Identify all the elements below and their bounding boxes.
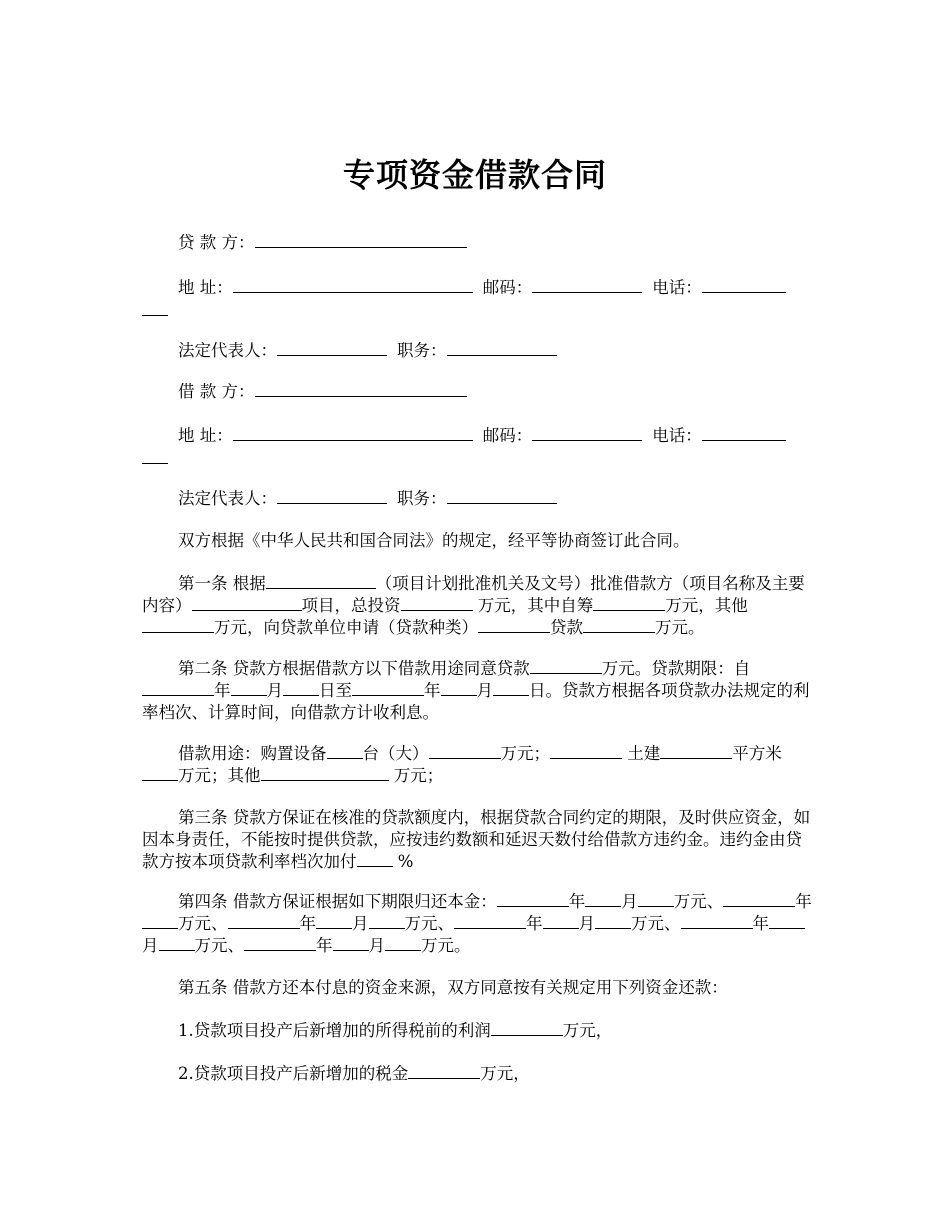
end-month-field[interactable] <box>441 680 477 696</box>
repayment-source-1 <box>178 1020 612 1042</box>
usage-text-a: 借款用途：购置设备 <box>178 744 327 763</box>
project-name-field[interactable] <box>192 595 302 611</box>
article1-text-a: 第一条 根据 <box>178 574 266 593</box>
year-label: 年 <box>316 936 333 955</box>
repay5-month-field[interactable] <box>769 913 805 929</box>
lender-phone-label: 电话： <box>652 278 702 297</box>
borrower-address-field[interactable] <box>233 425 473 441</box>
lender-name-line <box>178 232 467 254</box>
article-5: 第五条 借款方还本付息的资金来源，双方同意按有关规定用下列资金还款： <box>178 978 728 997</box>
lender-label: 贷 款 方： <box>178 233 255 252</box>
usage-text-d: 土建 <box>622 744 661 763</box>
wan-label: 万元、 <box>178 914 228 933</box>
end-label: 万元。 <box>421 936 471 955</box>
wan-label: 万元、 <box>404 914 454 933</box>
tax-amount-field[interactable] <box>408 1063 480 1079</box>
lender-phone-continuation <box>142 300 168 322</box>
other-funds-field[interactable] <box>142 617 214 633</box>
month-label: 月 <box>142 936 159 955</box>
article1-text-c: 项目，总投资 <box>301 596 401 615</box>
repay5-amount-field[interactable] <box>159 935 195 951</box>
article1-text-e: 万元，其他 <box>665 596 748 615</box>
usage-blank-field[interactable] <box>550 743 622 759</box>
wan-label: 万元、 <box>194 936 244 955</box>
lender-postcode-field[interactable] <box>532 277 642 293</box>
year-label: 年 <box>526 914 543 933</box>
article4-text-a: 第四条 借款方保证根据如下期限归还本金： <box>178 892 497 911</box>
borrower-address-label: 地 址： <box>178 426 233 445</box>
article2-text-c: 年 <box>214 681 231 700</box>
loan-usage <box>142 743 814 787</box>
item1-text-b: 万元， <box>562 1021 613 1040</box>
article3-text-b: % <box>392 852 414 871</box>
wan-label: 万元、 <box>673 892 724 911</box>
article1-text-f: 万元，向贷款单位申请（贷款种类） <box>214 618 478 637</box>
document-title: 专项资金借款合同 <box>342 156 607 194</box>
lender-rep-label: 法定代表人： <box>178 341 277 360</box>
intro-paragraph: 双方根据《中华人民共和国合同法》的规定，经平等协商签订此合同。 <box>178 531 690 550</box>
construction-area-field[interactable] <box>660 743 732 759</box>
start-day-field[interactable] <box>283 680 319 696</box>
repay4-year-field[interactable] <box>454 913 526 929</box>
article1-text-h: 万元。 <box>655 618 705 637</box>
year-label: 年 <box>568 892 586 911</box>
profit-amount-field[interactable] <box>491 1020 563 1036</box>
month-label: 月 <box>352 914 369 933</box>
borrower-postcode-label: 邮码： <box>482 426 533 445</box>
repay6-month-field[interactable] <box>333 935 369 951</box>
end-year-field[interactable] <box>352 680 424 696</box>
start-month-field[interactable] <box>231 680 267 696</box>
lender-position-field[interactable] <box>447 340 557 356</box>
borrower-name-line <box>178 381 467 403</box>
lender-phone-field-cont[interactable] <box>142 300 168 316</box>
wan-label: 万元、 <box>631 914 681 933</box>
borrower-rep-field[interactable] <box>277 488 387 504</box>
loan-type-field[interactable] <box>478 617 550 633</box>
approval-doc-field[interactable] <box>266 573 376 589</box>
article-1 <box>142 573 814 639</box>
repay3-amount-field[interactable] <box>369 913 405 929</box>
borrower-rep-label: 法定代表人： <box>178 489 277 508</box>
repay4-amount-field[interactable] <box>595 913 631 929</box>
borrower-label: 借 款 方： <box>178 382 255 401</box>
article-3 <box>142 807 814 873</box>
lender-rep-field[interactable] <box>277 340 387 356</box>
end-day-field[interactable] <box>493 680 529 696</box>
repay2-month-field[interactable] <box>142 913 178 929</box>
repay1-year-field[interactable] <box>497 891 569 907</box>
usage-text-f: 万元；其他 <box>178 766 261 785</box>
article2-text-h: 日。贷款方根据各项贷款办法规定的利率档次、计算时间，向借款方计收利息。 <box>142 681 810 722</box>
repay3-year-field[interactable] <box>228 913 300 929</box>
self-raised-field[interactable] <box>593 595 665 611</box>
article2-text-f: 年 <box>424 681 441 700</box>
lender-phone-field[interactable] <box>702 277 786 293</box>
lender-address-label: 地 址： <box>178 278 233 297</box>
year-label: 年 <box>795 892 812 911</box>
article2-text-d: 月 <box>266 681 283 700</box>
article2-text-g: 月 <box>476 681 493 700</box>
borrower-phone-field[interactable] <box>702 425 786 441</box>
usage-text-e: 平方米 <box>732 744 782 763</box>
borrower-rep-line <box>178 488 557 510</box>
lender-name-field[interactable] <box>255 232 467 248</box>
penalty-rate-field[interactable] <box>357 851 393 867</box>
borrower-postcode-field[interactable] <box>532 425 642 441</box>
borrower-name-field[interactable] <box>255 381 467 397</box>
article1-text-d: 万元，其中自筹 <box>472 596 594 615</box>
article1-text-g: 贷款 <box>550 618 583 637</box>
borrower-address-line <box>178 425 786 447</box>
item2-text-a: 2.贷款项目投产后新增加的税金 <box>178 1064 409 1083</box>
usage-text-b: 台（大） <box>362 744 429 763</box>
usage-text-c: 万元； <box>500 744 550 763</box>
agreed-loan-field[interactable] <box>530 658 602 674</box>
borrower-position-label: 职务： <box>397 489 447 508</box>
article-2 <box>142 658 814 724</box>
year-label: 年 <box>299 914 316 933</box>
article-4 <box>142 891 814 957</box>
borrower-phone-continuation <box>142 448 168 470</box>
month-label: 月 <box>578 914 595 933</box>
article3-text-a: 第三条 贷款方保证在核准的贷款额度内，根据贷款合同约定的期限，及时供应资金，如因本身责任，不能按时提供贷款，应按违约数额和延迟天数付给借款方违约金。违约金由贷款方按本项贷款利率档次加付 <box>142 808 811 871</box>
lender-position-label: 职务： <box>397 341 447 360</box>
article2-text-a: 第二条 贷款方根据借款方以下借款用途同意贷款 <box>178 659 530 678</box>
usage-text-g: 万元； <box>388 766 444 785</box>
repayment-source-2 <box>178 1063 530 1085</box>
month-label: 月 <box>368 936 385 955</box>
repay2-year-field[interactable] <box>723 891 795 907</box>
borrower-phone-field-cont[interactable] <box>142 448 168 464</box>
repay6-amount-field[interactable] <box>385 935 421 951</box>
repay1-month-field[interactable] <box>585 891 621 907</box>
repay5-year-field[interactable] <box>681 913 753 929</box>
lender-address-line <box>178 277 786 299</box>
total-investment-field[interactable] <box>401 595 473 611</box>
loan-amount-field[interactable] <box>583 617 655 633</box>
item2-text-b: 万元， <box>480 1064 530 1083</box>
article2-text-e: 日至 <box>319 681 352 700</box>
borrower-phone-label: 电话： <box>652 426 702 445</box>
item1-text-a: 1.贷款项目投产后新增加的所得税前的利润 <box>178 1021 491 1040</box>
other-usage-field[interactable] <box>261 765 389 781</box>
lender-rep-line <box>178 340 557 362</box>
year-label: 年 <box>752 914 769 933</box>
repay6-year-field[interactable] <box>244 935 316 951</box>
repay4-month-field[interactable] <box>543 913 579 929</box>
lender-postcode-label: 邮码： <box>482 278 533 297</box>
borrower-position-field[interactable] <box>447 488 557 504</box>
construction-amount-field[interactable] <box>142 765 178 781</box>
month-label: 月 <box>621 892 638 911</box>
lender-address-field[interactable] <box>233 277 473 293</box>
article2-text-b: 万元。贷款期限：自 <box>601 659 751 678</box>
equipment-count-field[interactable] <box>327 743 363 759</box>
repay3-month-field[interactable] <box>316 913 352 929</box>
start-year-field[interactable] <box>142 680 214 696</box>
article1-text-b: （项目计划批准机关及文号）批准借款方（项目名称及主要内容） <box>142 574 805 615</box>
repay1-amount-field[interactable] <box>638 891 674 907</box>
equipment-amount-field[interactable] <box>429 743 501 759</box>
